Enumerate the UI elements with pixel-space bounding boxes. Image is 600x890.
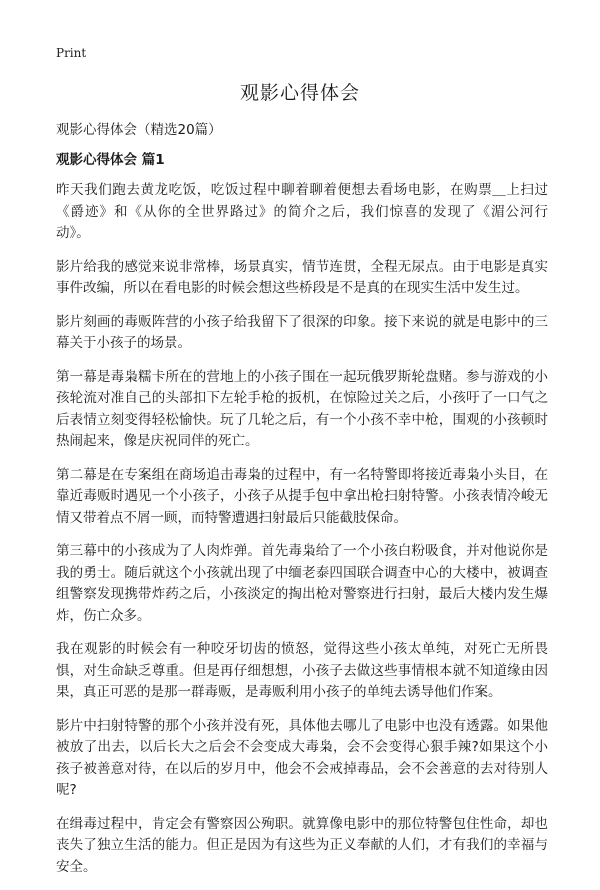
paragraph-1: 昨天我们跑去黄龙吃饭，吃饭过程中聊着聊着便想去看场电影，在购票＿上扫过《爵迹》和《从你的全世界路过》的简介之后，我们惊喜的发现了《湄公河行动》。 xyxy=(56,182,548,241)
paragraph-2: 影片给我的感觉来说非常棒，场景真实，情节连贯，全程无尿点。由于电影是真实事件改编，所以在看电影的时候会想这些桥段是不是真的在现实生活中发生过。 xyxy=(56,258,548,296)
document-body xyxy=(56,120,548,890)
paragraph-7: 我在观影的时候会有一种咬牙切齿的愤怒，觉得这些小孩太单纯，对死亡无所畏惧，对生命缺乏尊重。但是再仔细想想，小孩子去做这些事情根本就不知道缘由因果，真正可恶的是那一群毒贩，是毒贩利用小孩子的单纯去诱导他们作案。 xyxy=(56,641,548,700)
print-link[interactable]: Print xyxy=(56,46,87,60)
page-title: 观影心得体会 xyxy=(239,82,360,104)
paragraph-9: 在缉毒过程中，肯定会有警察因公殉职。就算像电影中的那位特警包住性命，却也丧失了独立生活的能力。但正是因为有这些为正义奉献的人们，才有我们的幸福与安全。 xyxy=(56,815,548,875)
section-heading: 观影心得体会 篇1 xyxy=(56,152,165,168)
paragraph-5: 第二幕是在专案组在商场追击毒枭的过程中，有一名特警即将接近毒枭小头目，在靠近毒贩时遇见一个小孩子，小孩子从提手包中拿出枪扫射特警。小孩表情冷峻无情又带着点不屑一顾，而特警遭遇扫射最后只能截肢保命。 xyxy=(56,466,548,526)
document-subtitle: 观影心得体会（精选20篇） xyxy=(56,122,222,138)
paragraph-4: 第一幕是毒枭糯卡所在的营地上的小孩子围在一起玩俄罗斯轮盘赌。参与游戏的小孩轮流对准自己的头部扣下左轮手枪的扳机，在惊险过关之后，小孩吁了一口气之后表情立刻变得轻松愉快。玩了几轮之后，有一个小孩不幸中枪，围观的小孩顿时热闹起来，像是庆祝同伴的死亡。 xyxy=(56,368,548,449)
paragraph-3: 影片刻画的毒贩阵营的小孩子给我留下了很深的印象。接下来说的就是电影中的三幕关于小孩子的场景。 xyxy=(56,313,548,351)
paragraph-6: 第三幕中的小孩成为了人肉炸弹。首先毒枭给了一个小孩白粉吸食，并对他说你是我的勇士。随后就这个小孩就出现了中缅老泰四国联合调查中心的大楼中，被调查组警察发现携带炸药之后，小孩淡定的掏出枪对警察进行扫射，最后大楼内发生爆炸，伤亡众多。 xyxy=(56,543,548,624)
paragraph-8: 影片中扫射特警的那个小孩并没有死，具体他去哪儿了电影中也没有透露。如果他被放了出去，以后长大之后会不会变成大毒枭，会不会变得心狠手辣?如果这个小孩子被善意对待，在以后的岁月中，他会不会戒掉毒品，会不会善意的去对待别人呢? xyxy=(56,717,548,798)
